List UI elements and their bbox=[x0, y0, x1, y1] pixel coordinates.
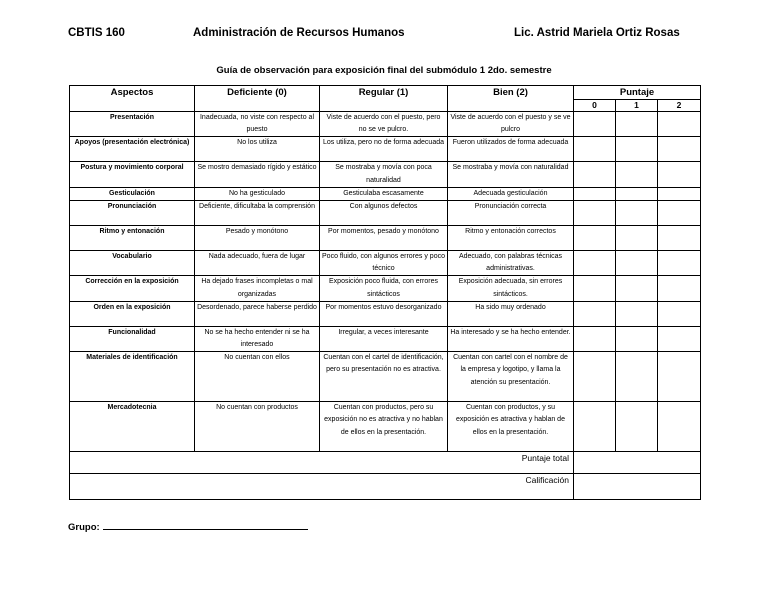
good-cell: Se mostraba y movía con naturalidad bbox=[448, 162, 574, 187]
rubric-row bbox=[70, 352, 701, 402]
score-0-cell[interactable] bbox=[574, 352, 616, 402]
observation-rubric-table bbox=[69, 85, 701, 500]
score-2-cell[interactable] bbox=[658, 301, 701, 326]
regular-cell: Viste de acuerdo con el puesto, pero no se ve pulcro. bbox=[320, 112, 448, 137]
deficient-cell: No se ha hecho entender ni se ha interesado bbox=[195, 326, 320, 351]
deficient-cell: Inadecuada, no viste con respecto al puesto bbox=[195, 112, 320, 137]
score-2-cell[interactable] bbox=[658, 402, 701, 452]
aspect-cell: Corrección en la exposición bbox=[70, 276, 195, 301]
regular-cell: Se mostraba y movía con poca naturalidad bbox=[320, 162, 448, 187]
score-1-cell[interactable] bbox=[616, 137, 658, 162]
aspect-cell: Materiales de identificación bbox=[70, 352, 195, 402]
document-title: Guía de observación para exposición final del submódulo 1 2do. semestre bbox=[216, 65, 552, 76]
header-score: Puntaje bbox=[574, 86, 701, 100]
score-2-cell[interactable] bbox=[658, 112, 701, 137]
score-2-cell[interactable] bbox=[658, 201, 701, 226]
deficient-cell: No ha gesticulado bbox=[195, 187, 320, 200]
score-0-cell[interactable] bbox=[574, 201, 616, 226]
score-0-cell[interactable] bbox=[574, 162, 616, 187]
score-1-header: 1 bbox=[616, 100, 658, 112]
aspect-cell: Funcionalidad bbox=[70, 326, 195, 351]
school-name: CBTIS 160 bbox=[68, 27, 125, 39]
regular-cell: Por momentos, pesado y monótono bbox=[320, 226, 448, 251]
aspect-cell: Ritmo y entonación bbox=[70, 226, 195, 251]
score-0-cell[interactable] bbox=[574, 137, 616, 162]
regular-cell: Cuentan con el cartel de identificación, pero su presentación no es atractiva. bbox=[320, 352, 448, 402]
aspect-cell: Mercadotecnia bbox=[70, 402, 195, 452]
score-2-cell[interactable] bbox=[658, 226, 701, 251]
regular-cell: Por momentos estuvo desorganizado bbox=[320, 301, 448, 326]
header-regular: Regular (1) bbox=[320, 86, 448, 112]
rubric-row bbox=[70, 112, 701, 137]
regular-cell: Exposición poco fluida, con errores sintácticos bbox=[320, 276, 448, 301]
regular-cell: Cuentan con productos, pero su exposición no es atractiva y no hablan de ellos en la presentación. bbox=[320, 402, 448, 452]
aspect-cell: Orden en la exposición bbox=[70, 301, 195, 326]
header-deficient: Deficiente (0) bbox=[195, 86, 320, 112]
regular-cell: Irregular, a veces interesante bbox=[320, 326, 448, 351]
score-2-cell[interactable] bbox=[658, 187, 701, 200]
score-0-cell[interactable] bbox=[574, 301, 616, 326]
score-1-cell[interactable] bbox=[616, 251, 658, 276]
group-label: Grupo: bbox=[68, 522, 100, 533]
aspect-cell: Postura y movimiento corporal bbox=[70, 162, 195, 187]
aspect-cell: Pronunciación bbox=[70, 201, 195, 226]
rubric-row bbox=[70, 201, 701, 226]
score-1-cell[interactable] bbox=[616, 201, 658, 226]
deficient-cell: Ha dejado frases incompletas o mal organizadas bbox=[195, 276, 320, 301]
regular-cell: Con algunos defectos bbox=[320, 201, 448, 226]
good-cell: Adecuado, con palabras técnicas administrativas. bbox=[448, 251, 574, 276]
score-2-cell[interactable] bbox=[658, 276, 701, 301]
regular-cell: Poco fluido, con algunos errores y poco técnico bbox=[320, 251, 448, 276]
good-cell: Viste de acuerdo con el puesto y se ve pulcro bbox=[448, 112, 574, 137]
score-0-cell[interactable] bbox=[574, 112, 616, 137]
rubric-row bbox=[70, 402, 701, 452]
deficient-cell: Se mostro demasiado rígido y estático bbox=[195, 162, 320, 187]
good-cell: Cuentan con productos, y su exposición es atractiva y hablan de ellos en la presentación. bbox=[448, 402, 574, 452]
aspect-cell: Vocabulario bbox=[70, 251, 195, 276]
grade-cell[interactable] bbox=[574, 474, 701, 500]
rubric-row bbox=[70, 301, 701, 326]
grade-label: Calificación bbox=[70, 474, 574, 500]
deficient-cell: Deficiente, dificultaba la comprensión bbox=[195, 201, 320, 226]
score-1-cell[interactable] bbox=[616, 352, 658, 402]
deficient-cell: No cuentan con ellos bbox=[195, 352, 320, 402]
score-1-cell[interactable] bbox=[616, 326, 658, 351]
deficient-cell: No cuentan con productos bbox=[195, 402, 320, 452]
rubric-body bbox=[70, 112, 701, 452]
aspect-cell: Apoyos (presentación electrónica) bbox=[70, 137, 195, 162]
deficient-cell: Nada adecuado, fuera de lugar bbox=[195, 251, 320, 276]
aspect-cell: Gesticulación bbox=[70, 187, 195, 200]
header-good: Bien (2) bbox=[448, 86, 574, 112]
score-1-cell[interactable] bbox=[616, 226, 658, 251]
rubric-row bbox=[70, 251, 701, 276]
aspect-cell: Presentación bbox=[70, 112, 195, 137]
rubric-row bbox=[70, 276, 701, 301]
rubric-row bbox=[70, 162, 701, 187]
score-1-cell[interactable] bbox=[616, 187, 658, 200]
total-row bbox=[70, 452, 701, 474]
score-1-cell[interactable] bbox=[616, 276, 658, 301]
regular-cell: Los utiliza, pero no de forma adecuada bbox=[320, 137, 448, 162]
rubric-row bbox=[70, 226, 701, 251]
good-cell: Cuentan con cartel con el nombre de la empresa y logotipo, y llama la atención su presentación. bbox=[448, 352, 574, 402]
deficient-cell: Desordenado, parece haberse perdido bbox=[195, 301, 320, 326]
score-0-cell[interactable] bbox=[574, 402, 616, 452]
score-2-header: 2 bbox=[658, 100, 701, 112]
score-0-cell[interactable] bbox=[574, 276, 616, 301]
rubric-row bbox=[70, 137, 701, 162]
score-2-cell[interactable] bbox=[658, 162, 701, 187]
good-cell: Ritmo y entonación correctos bbox=[448, 226, 574, 251]
score-1-cell[interactable] bbox=[616, 301, 658, 326]
score-0-cell[interactable] bbox=[574, 251, 616, 276]
score-0-cell[interactable] bbox=[574, 226, 616, 251]
deficient-cell: Pesado y monótono bbox=[195, 226, 320, 251]
good-cell: Ha sido muy ordenado bbox=[448, 301, 574, 326]
group-input-line[interactable] bbox=[103, 520, 308, 530]
score-1-cell[interactable] bbox=[616, 112, 658, 137]
total-cell[interactable] bbox=[574, 452, 701, 474]
total-label: Puntaje total bbox=[70, 452, 574, 474]
score-1-cell[interactable] bbox=[616, 162, 658, 187]
rubric-row bbox=[70, 326, 701, 351]
good-cell: Exposición adecuada, sin errores sintácticos. bbox=[448, 276, 574, 301]
deficient-cell: No los utiliza bbox=[195, 137, 320, 162]
score-0-header: 0 bbox=[574, 100, 616, 112]
score-0-cell[interactable] bbox=[574, 326, 616, 351]
good-cell: Ha interesado y se ha hecho entender. bbox=[448, 326, 574, 351]
good-cell: Adecuada gesticulación bbox=[448, 187, 574, 200]
group-field bbox=[68, 520, 308, 533]
header-aspects: Aspectos bbox=[70, 86, 195, 112]
rubric-row bbox=[70, 187, 701, 200]
score-2-cell[interactable] bbox=[658, 326, 701, 351]
score-1-cell[interactable] bbox=[616, 402, 658, 452]
score-2-cell[interactable] bbox=[658, 352, 701, 402]
score-2-cell[interactable] bbox=[658, 251, 701, 276]
score-0-cell[interactable] bbox=[574, 187, 616, 200]
subject-name: Administración de Recursos Humanos bbox=[193, 27, 405, 39]
grade-row bbox=[70, 474, 701, 500]
good-cell: Pronunciación correcta bbox=[448, 201, 574, 226]
regular-cell: Gesticulaba escasamente bbox=[320, 187, 448, 200]
good-cell: Fueron utilizados de forma adecuada bbox=[448, 137, 574, 162]
score-2-cell[interactable] bbox=[658, 137, 701, 162]
teacher-name: Lic. Astrid Mariela Ortiz Rosas bbox=[514, 27, 680, 39]
